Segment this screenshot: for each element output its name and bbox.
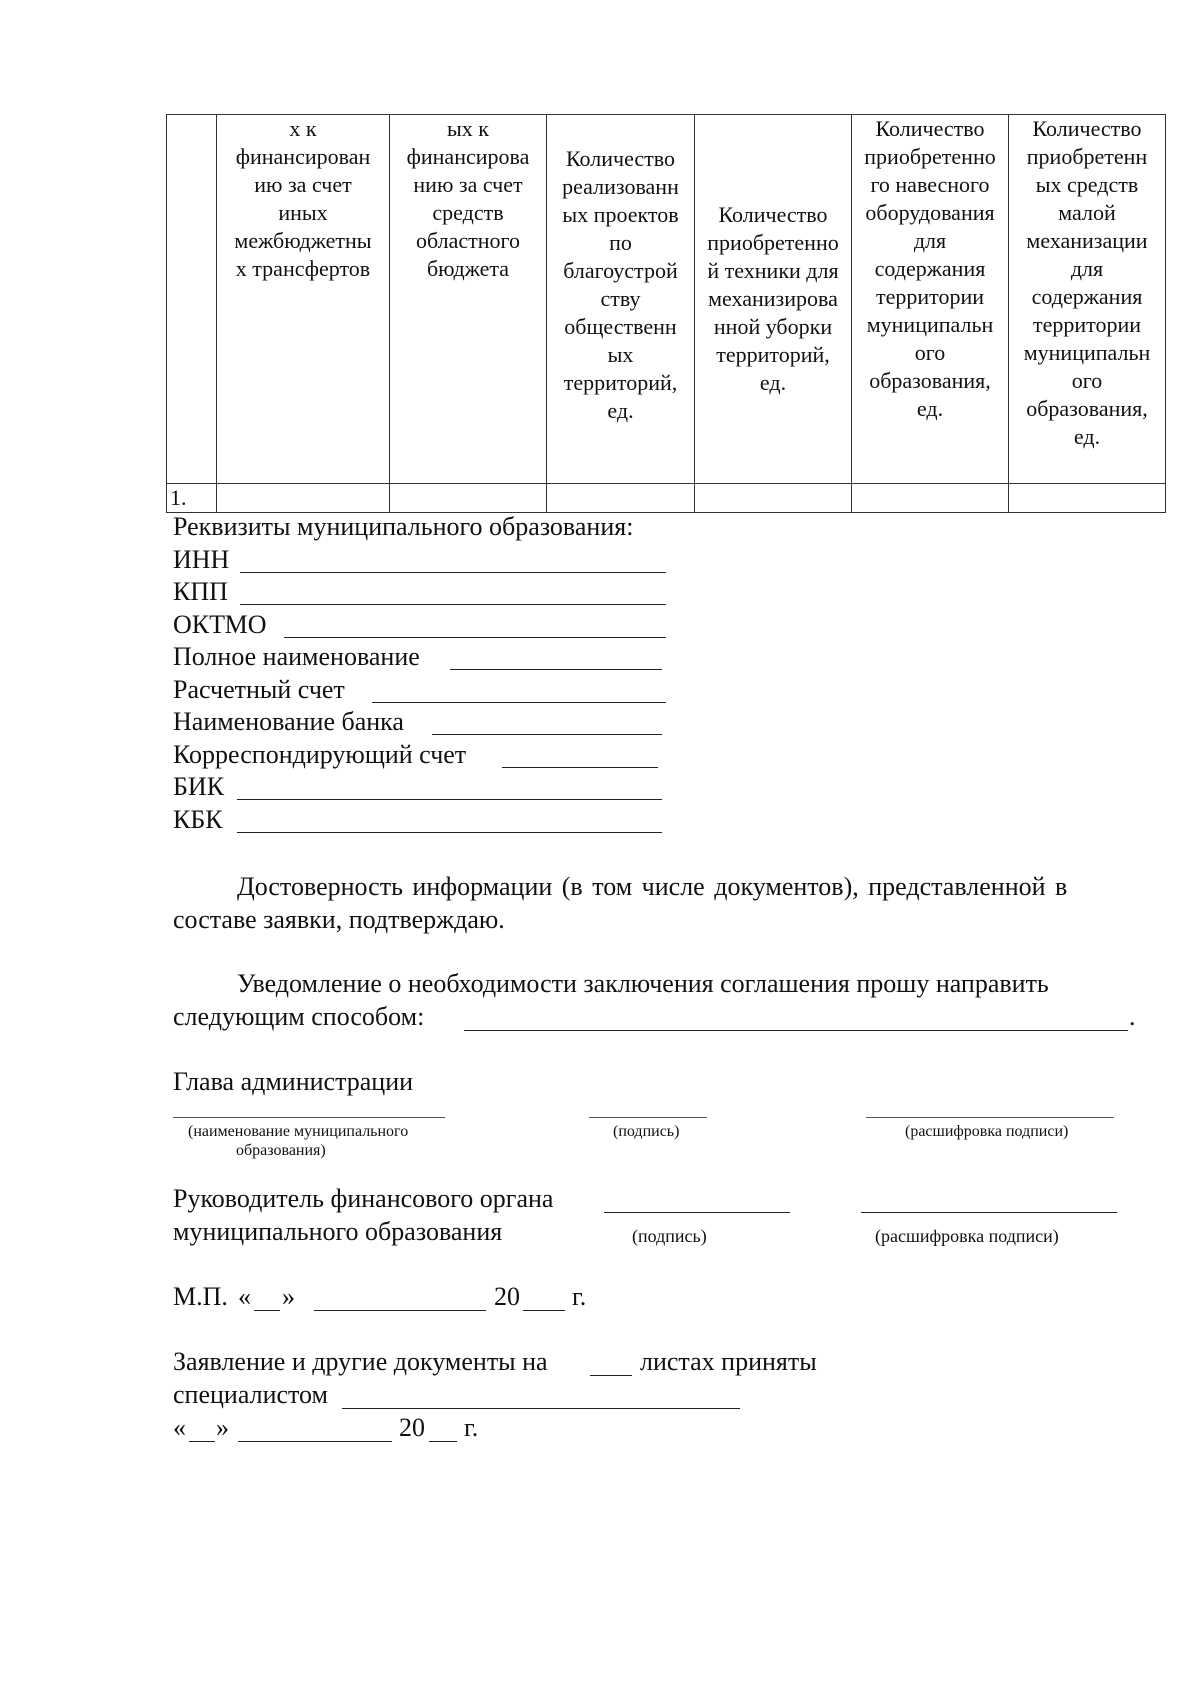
field-line-corr-account[interactable]	[502, 767, 658, 768]
table-cell	[390, 484, 547, 513]
stamp-mp: М.П.	[173, 1282, 228, 1311]
finance-head-caption-decode: (расшифровка подписи)	[875, 1226, 1059, 1246]
head-admin-caption-decode: (расшифровка подписи)	[905, 1123, 1069, 1140]
field-label-kbk: КБК	[173, 805, 223, 834]
head-admin-caption-name-1: (наименование муниципального	[188, 1123, 409, 1140]
confirmation-line-2: составе заявки, подтверждаю.	[173, 905, 505, 934]
stamp-open-quote: «	[238, 1282, 251, 1311]
table-cell	[852, 484, 1009, 513]
finance-head-decode-line[interactable]	[861, 1212, 1117, 1213]
field-label-bik: БИК	[173, 772, 225, 801]
field-line-inn[interactable]	[240, 572, 666, 573]
accepted-day-line[interactable]	[189, 1441, 215, 1442]
field-line-kpp[interactable]	[240, 604, 666, 605]
field-label-oktmo: ОКТМО	[173, 610, 267, 639]
stamp-year-line[interactable]	[523, 1310, 565, 1311]
accepted-year-prefix: 20	[399, 1413, 425, 1442]
row-number-cell: 1.	[167, 484, 217, 513]
head-admin-decode-line[interactable]	[866, 1117, 1114, 1118]
notice-line-2-suffix: .	[1129, 1002, 1136, 1031]
notice-line-2-prefix: следующим способом:	[173, 1002, 425, 1031]
accepted-open-quote: «	[173, 1413, 186, 1442]
table-cell	[695, 484, 852, 513]
field-line-bik[interactable]	[237, 799, 662, 800]
header-cell-machinery: Количество приобретенно й техники для механизирова нной уборки территорий, ед.	[695, 115, 852, 484]
accepted-close-quote: »	[216, 1413, 229, 1442]
stamp-close-quote: »	[282, 1282, 295, 1311]
stamp-year-suffix: г.	[572, 1282, 587, 1311]
notice-line-1: Уведомление о необходимости заключения соглашения прошу направить	[237, 969, 1049, 998]
confirmation-line-1: Достоверность информации (в том числе документов), представленной в	[237, 872, 1068, 901]
head-admin-signature-line[interactable]	[589, 1117, 707, 1118]
head-admin-name-line[interactable]	[173, 1117, 445, 1118]
table-row	[167, 484, 1166, 513]
head-admin-caption-name-2: образования)	[236, 1142, 326, 1159]
field-line-account[interactable]	[372, 702, 666, 703]
table-cell	[217, 484, 390, 513]
field-label-account: Расчетный счет	[173, 675, 345, 704]
finance-head-caption-signature: (подпись)	[632, 1226, 707, 1246]
field-line-oktmo[interactable]	[284, 637, 666, 638]
stamp-month-line[interactable]	[314, 1310, 486, 1311]
field-label-full-name: Полное наименование	[173, 642, 420, 671]
header-cell-number	[167, 115, 217, 484]
accepted-line-1-prefix: Заявление и другие документы на	[173, 1347, 548, 1376]
field-line-bank[interactable]	[432, 734, 662, 735]
accepted-year-suffix: г.	[464, 1413, 479, 1442]
finance-head-line-2: муниципального образования	[173, 1217, 503, 1246]
header-cell-interbudget: х к финансирован ию за счет иных межбюджетны х трансфертов	[217, 115, 390, 484]
field-line-kbk[interactable]	[237, 832, 662, 833]
notice-method-line[interactable]	[464, 1030, 1128, 1031]
header-cell-attachments: Количество приобретенно го навесного оборудования для содержания территории муниципальн ого образования, ед.	[852, 115, 1009, 484]
field-label-corr-account: Корреспондирующий счет	[173, 740, 467, 769]
field-line-full-name[interactable]	[450, 669, 662, 670]
head-admin-caption-signature: (подпись)	[613, 1123, 680, 1140]
accepted-month-line[interactable]	[238, 1441, 392, 1442]
stamp-day-line[interactable]	[254, 1310, 280, 1311]
field-label-bank: Наименование банка	[173, 707, 404, 736]
accepted-line-2: специалистом	[173, 1380, 328, 1409]
table-cell	[1009, 484, 1166, 513]
finance-head-line-1: Руководитель финансового органа	[173, 1184, 554, 1213]
head-admin-title: Глава администрации	[173, 1067, 414, 1096]
requisites-title: Реквизиты муниципального образования:	[173, 512, 634, 541]
accepted-specialist-line[interactable]	[342, 1408, 740, 1409]
header-cell-small-mechanization: Количество приобретенн ых средств малой механизации для содержания территории муниципальн ого образования, ед.	[1009, 115, 1166, 484]
accepted-sheets-line[interactable]	[590, 1375, 632, 1376]
finance-head-signature-line[interactable]	[604, 1212, 790, 1213]
field-label-kpp: КПП	[173, 577, 228, 606]
table-cell	[547, 484, 695, 513]
accepted-line-1-suffix: листах приняты	[640, 1347, 817, 1376]
stamp-year-prefix: 20	[494, 1282, 520, 1311]
field-label-inn: ИНН	[173, 545, 230, 574]
header-cell-regional-budget: ых к финансирова нию за счет средств областного бюджета	[390, 115, 547, 484]
projects-table	[166, 114, 1166, 513]
accepted-year-line[interactable]	[429, 1441, 457, 1442]
header-cell-projects: Количество реализованн ых проектов по благоустрой ству общественн ых территорий, ед.	[547, 115, 695, 484]
table-header-row	[167, 115, 1166, 484]
